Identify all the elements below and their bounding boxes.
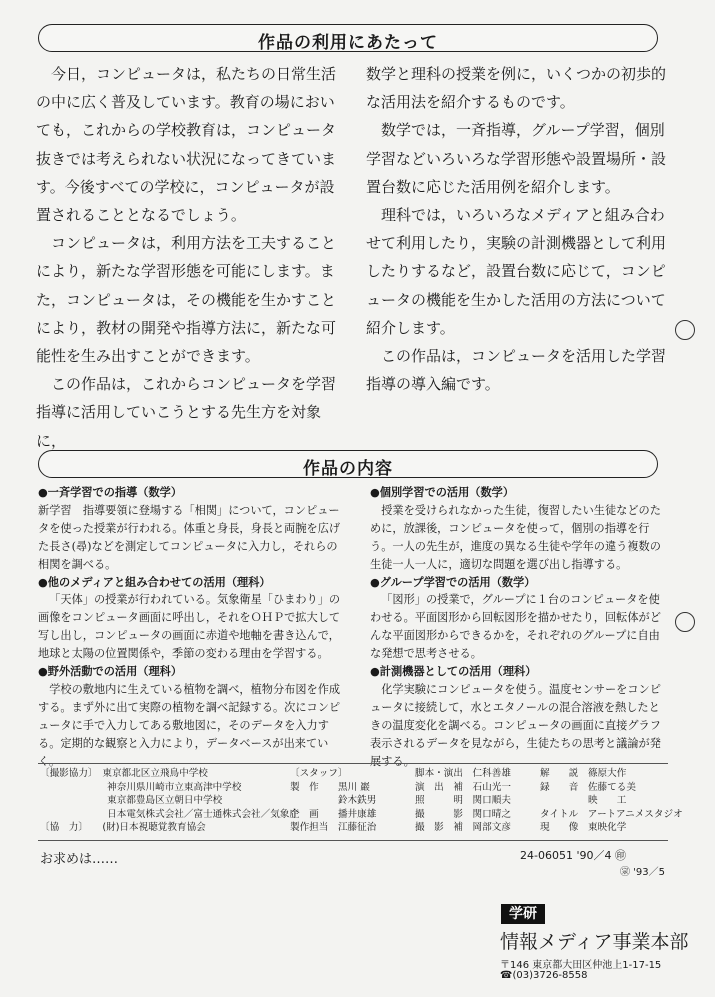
credit-line: 〔スタッフ〕	[290, 768, 348, 779]
intro-paragraph: 数学では，一斉指導，グループ学習，個別学習などいろいろな学習形態や設置場所・設置台数に応じた活用例を紹介します。	[366, 121, 667, 196]
credit-line: 製 作 黒川 巖	[290, 781, 370, 793]
publisher-address: 〒146 東京都大田区仲池上1-17-15	[500, 960, 662, 971]
content-item-body: 新学習 指導要領に登場する「相関」について，コンピュータを使った授業が行われる。体重と身長，身長と両腕を広げた長さ(尋)などを測定してコンピュータに入力し，それらの相関を調べる。	[38, 503, 341, 571]
intro-paragraph: 数学と理科の授業を例に，いくつかの初歩的な活用法を紹介するものです。	[366, 65, 667, 112]
content-item-heading: ●グループ学習での活用（数学）	[370, 575, 536, 589]
publisher-phone: ☎(03)3726-8558	[500, 970, 588, 981]
credit-line: 〔撮影協力〕 東京都北区立飛鳥中学校	[40, 768, 208, 779]
credits-bottom-rule	[38, 840, 668, 841]
credit-line: 撮 影 関口晴之	[415, 808, 511, 820]
content-item-heading: ●計測機器としての活用（理科）	[370, 665, 537, 679]
credit-line: 東京都豊島区立朝日中学校	[40, 795, 223, 807]
credits-staff	[290, 767, 376, 835]
content-right-column	[370, 484, 670, 771]
credits-narration-sound	[540, 767, 683, 835]
credits-production	[415, 767, 511, 835]
content-item-body: 「図形」の授業で，グループに１台のコンピュータを使わせる。平面図形から回転図形を描かせたり，回転体がどんな平面図形からできるかを，それぞれのグループに自由な発想で思考させる。	[370, 593, 661, 661]
order-text: お求めは……	[40, 852, 119, 867]
credit-line: 映 工	[540, 795, 627, 807]
credit-line: 解 説 篠原大作	[540, 768, 627, 779]
credit-line: 〔協 力〕 (財)日本視聴覚教育協会	[40, 822, 206, 834]
publisher-logo: 学研	[501, 904, 545, 924]
credit-line: 演 出 補 石山光一	[415, 781, 511, 793]
credit-line: 日本電気株式会社／富士通株式会社／気象庁	[40, 808, 300, 820]
content-item-heading: ●野外活動での活用（理科）	[38, 665, 183, 679]
intro-paragraph: コンピュータは，利用方法を工夫することにより，新たな学習形態を可能にします。また，コンピュータは，その機能を生かすことにより，教材の開発や指導方法に，新たな可能性を生み出すことができます。	[36, 234, 337, 366]
credit-line: 神奈川県川崎市立東高津中学校	[40, 781, 242, 793]
credit-line: タイトル アートアニメスタジオ	[540, 808, 683, 820]
credit-line: 撮 影 補 岡部文彦	[415, 822, 511, 834]
content-item-heading: ●一斉学習での指導（数学）	[38, 486, 183, 499]
intro-right-column	[366, 60, 668, 398]
credit-line: 脚本・演出 仁科善雄	[415, 768, 511, 779]
content-item-body: 学校の敷地内に生えている植物を調べ，植物分布図を作成する。まず外に出て実際の植物を調べ記録する。次にコンピュータに手で入力してある敷地図に，そのデータを入力する。定期的な観察と入力により，データベースが出来ていく。	[38, 682, 341, 768]
credit-line: 製作担当 江藤征治	[290, 822, 377, 834]
intro-left-column	[36, 60, 338, 455]
intro-paragraph: この作品は，コンピュータを活用した学習指導の導入編です。	[366, 347, 667, 394]
intro-paragraph: この作品は，これからコンピュータを学習指導に活用していこうとする先生方を対象に，	[36, 375, 337, 450]
intro-paragraph: 今日，コンピュータは，私たちの日常生活の中に広く普及しています。教育の場においても，これからの学校教育は，コンピュータ抜きでは考えられない状況になってきています。今後すべての学校に，コンピュータが設置されることとなるでしょう。	[36, 65, 337, 225]
credits-filming-cooperation	[40, 767, 299, 835]
intro-paragraph: 理科では，いろいろなメディアと組み合わせて利用したり，実験の計測機器として利用したりするなど，設置台数に応じて，コンピュータの機能を生かした活用の方法について紹介します。	[366, 206, 667, 337]
section2-title: 作品の内容	[303, 459, 393, 479]
credit-line: 鈴木鉄男	[290, 795, 377, 807]
binder-hole	[675, 320, 695, 340]
content-item-heading: ●個別学習での活用（数学）	[370, 486, 515, 499]
section1-title: 作品の利用にあたって	[258, 33, 438, 53]
binder-hole	[675, 612, 695, 632]
credit-line: 照 明 関口順夫	[415, 795, 511, 807]
credits-top-rule	[38, 763, 668, 764]
credit-line: 現 像 東映化学	[540, 822, 627, 834]
credit-line: 録 音 佐藤てる美	[540, 781, 636, 793]
section1-title-banner	[38, 24, 658, 52]
content-left-column	[38, 484, 348, 771]
section2-title-banner	[38, 450, 658, 478]
content-item-body: 「天体」の授業が行われている。気象衛星「ひまわり」の画像をコンピュータ画面に呼出し，それをＯＨＰで拡大して写し出し，コンピュータの画面に赤道や地軸を書き込んで，地球と太陽の位置関係や，季節の変わる理由を学習する。	[38, 593, 341, 661]
content-item-body: 授業を受けられなかった生徒，復習したい生徒などのために，放課後，コンピュータを使って，個別の指導を行う。一人の先生が，進度の異なる生徒や学年の違う複数の生徒一人一人に，適切な問題を選び出し指導する。	[370, 503, 661, 571]
product-code: 24-06051 '90／4 ㊞	[520, 849, 626, 862]
content-item-body: 化学実験にコンピュータを使う。温度センサーをコンピュータに接続して，水とエタノールの混合溶液を熱したときの温度変化を調べる。コンピュータの画面に直接グラフ表示されるデータを見ながら，生徒たちの思考と議論が発展する。	[370, 682, 661, 768]
credit-line: 企 画 播井康雄	[290, 808, 377, 820]
reprint-code: ㊪ '93／5	[620, 867, 666, 878]
publisher-name: 情報メディア事業本部	[500, 931, 689, 953]
content-item-heading: ●他のメディアと組み合わせての活用（理科）	[38, 575, 271, 589]
